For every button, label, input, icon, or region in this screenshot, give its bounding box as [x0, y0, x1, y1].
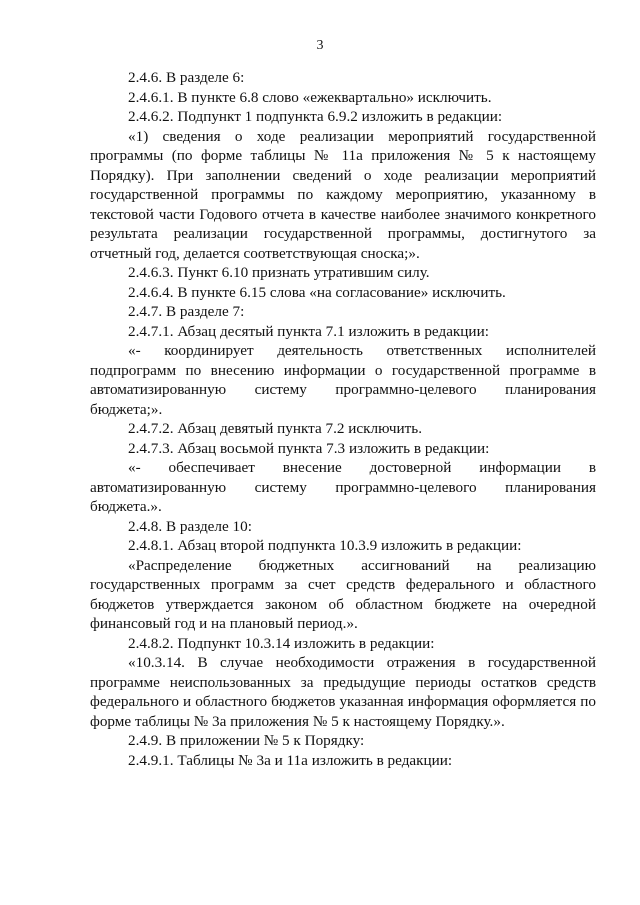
paragraph: 2.4.9. В приложении № 5 к Порядку:: [128, 732, 365, 749]
paragraph: 2.4.7.2. Абзац девятый пункта 7.2 исключить.: [128, 420, 423, 437]
paragraph: 2.4.6.2. Подпункт 1 подпункта 6.9.2 изложить в редакции:: [128, 108, 503, 125]
paragraph: 2.4.7. В разделе 7:: [128, 303, 245, 320]
paragraph: «1) сведения о ходе реализации мероприятий государственной программы (по форме таблицы № 11а приложения № 5 к настоящему Порядку). При заполнении сведений о ходе реализации мероприятий государственной программы по каждому мероприятию, указанному в текстовой части Годового отчета в качестве наиболее значимого конкретного результата реализации государственной программы, достигнутого за отчетный год, делается соответствующая сноска;».: [90, 127, 596, 262]
paragraph: 2.4.6. В разделе 6:: [128, 69, 245, 86]
paragraph: 2.4.7.3. Абзац восьмой пункта 7.3 изложить в редакции:: [128, 439, 490, 457]
paragraph: 2.4.7.1. Абзац десятый пункта 7.1 изложить в редакции:: [128, 322, 489, 340]
paragraph: 2.4.8.2. Подпункт 10.3.14 изложить в редакции:: [128, 634, 435, 652]
paragraph: «- обеспечивает внесение достоверной информации в автоматизированную систему программно-целевого планирования бюджета.».: [90, 459, 596, 515]
paragraph: 2.4.6.1. В пункте 6.8 слово «ежеквартально» исключить.: [128, 88, 492, 106]
paragraph: 2.4.6.4. В пункте 6.15 слова «на согласование» исключить.: [128, 283, 506, 301]
paragraph: «- координирует деятельность ответственных исполнителей подпрограмм по внесению информации о государственной программе в автоматизированную систему программно-целевого планирования бюджета;».: [90, 342, 596, 418]
paragraph: 2.4.9.1. Таблицы № 3а и 11а изложить в редакции:: [128, 751, 453, 769]
paragraph: 2.4.8. В разделе 10:: [128, 517, 252, 535]
paragraph: «10.3.14. В случае необходимости отражения в государственной программе неиспользованных за предыдущие периоды остатков средств федерального и областного бюджетов указанная информация оформляется по форме таблицы № 3а приложения № 5 к настоящему Порядку.».: [90, 654, 596, 730]
paragraph: «Распределение бюджетных ассигнований на реализацию государственных программ за счет средств федерального и областного бюджетов утверждается законом об областном бюджете на очередной финансовый год и на плановый период.».: [90, 556, 596, 632]
page-number: 3: [316, 38, 324, 53]
document-body: [90, 68, 596, 770]
paragraph: 2.4.8.1. Абзац второй подпункта 10.3.9 изложить в редакции:: [128, 537, 522, 554]
paragraph: 2.4.6.3. Пункт 6.10 признать утратившим силу.: [128, 264, 430, 281]
